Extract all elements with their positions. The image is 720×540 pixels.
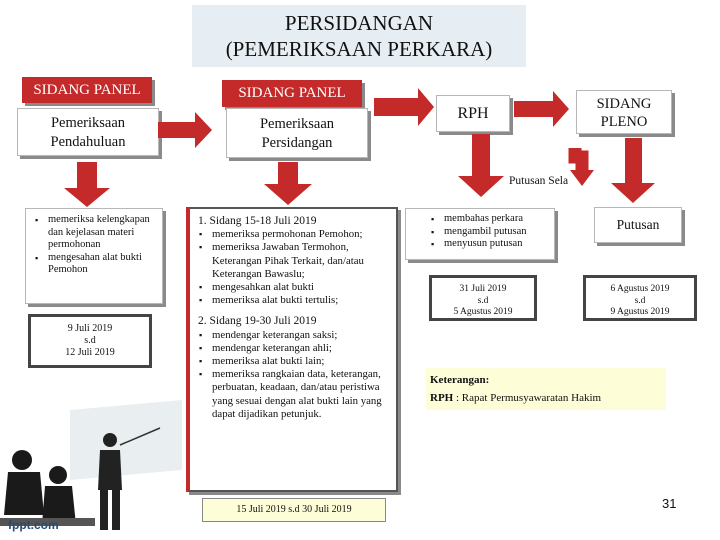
pendahuluan-list: [34, 214, 158, 277]
arrow-rph-to-pleno: [514, 91, 569, 127]
sidang-2-list: [198, 329, 392, 421]
rph-list-box: [405, 208, 555, 260]
sidang-1-list: [198, 228, 392, 307]
arrow-putusan-sela-head: [570, 170, 594, 186]
date-line1: 6 Agustus 2019: [610, 284, 670, 294]
list-item: ▪ membahas perkara: [442, 213, 550, 226]
list-item: ▪ menyusun putusan: [442, 238, 550, 251]
date-line1: 9 Juli 2019: [67, 323, 113, 334]
arrow-down-panel1: [64, 162, 110, 207]
fppt-logo: fppt.com: [8, 518, 59, 532]
list-item: ▪ mendengar keterangan ahli;: [210, 342, 392, 355]
arrow-putusan-sela: [575, 148, 582, 172]
pleno-line1: SIDANG: [596, 96, 652, 112]
putusan-sela-label: Putusan Sela: [509, 175, 569, 187]
arrow-down-pleno: [611, 138, 655, 203]
date-line3: 9 Agustus 2019: [610, 307, 670, 317]
keterangan-title: Keterangan:: [430, 374, 490, 386]
persidangan-detail-box: [186, 207, 398, 492]
rph-card: RPH: [436, 95, 510, 132]
pleno-line2: PLENO: [600, 114, 648, 130]
persidangan-date-box: 15 Juli 2019 s.d 30 Juli 2019: [202, 498, 386, 522]
date-line1: 31 Juli 2019: [459, 284, 507, 294]
putusan-date-box: [583, 275, 697, 321]
list-item: ▪ memeriksa rangkaian data, keterangan, perbuatan, keadaan, dan/atau peristiwa yang sesuai dengan alat bukti lain yang dapat dijadikan petunjuk.: [210, 368, 392, 421]
list-item: ▪ mendengar keterangan saksi;: [210, 329, 392, 342]
keterangan-text: : Rapat Permusyawaratan Hakim: [453, 392, 602, 404]
arrow-down-rph: [458, 134, 504, 197]
sidang-1-title: 1. Sidang 15-18 Juli 2019: [198, 215, 317, 227]
pendahuluan-list-box: [25, 208, 163, 304]
date-line2: s.d: [477, 295, 489, 306]
title-line1: PERSIDANGAN: [284, 11, 434, 35]
putusan-card: Putusan: [594, 207, 682, 243]
pendahuluan-line2: Pendahuluan: [50, 134, 126, 150]
date-line3: 12 Juli 2019: [65, 347, 115, 358]
date-line3: 5 Agustus 2019: [453, 307, 513, 317]
pendahuluan-line1: Pemeriksaan: [50, 115, 126, 131]
keterangan-line: [430, 389, 666, 407]
list-item: ▪ memeriksa Jawaban Termohon, Keterangan Pihak Terkait, dan/atau Keterangan Bawaslu;: [210, 241, 392, 281]
page-number: 31: [662, 496, 677, 511]
list-item: ▪ mengambil putusan: [442, 226, 550, 239]
rph-date-box: [429, 275, 537, 321]
title-line2: (PEMERIKSAAN PERKARA): [225, 37, 493, 61]
sidang-panel-1-header: SIDANG PANEL: [22, 77, 152, 103]
arrow-down-panel2: [264, 162, 312, 205]
projection-screen: [70, 400, 182, 480]
list-item: ▪ memeriksa alat bukti tertulis;: [210, 294, 392, 307]
list-item: ▪ memeriksa alat bukti lain;: [210, 355, 392, 368]
persidangan-line2: Persidangan: [261, 135, 333, 151]
audience-figures: [4, 450, 76, 525]
sidang-2-title: 2. Sidang 19-30 Juli 2019: [198, 315, 317, 328]
arrow-panel1-to-panel2: [158, 112, 212, 148]
persidangan-line1: Pemeriksaan: [259, 116, 335, 132]
list-item: ▪ memeriksa permohonan Pemohon;: [210, 228, 392, 241]
list-item: ▪ mengesahkan alat bukti: [210, 281, 392, 294]
rph-list: [430, 213, 550, 251]
keterangan-abbr: RPH: [430, 392, 454, 404]
sidang-panel-2-header: SIDANG PANEL: [222, 80, 362, 107]
arrow-panel2-to-rph: [374, 88, 434, 126]
date-line2: s.d: [634, 295, 646, 306]
date-line2: s.d: [84, 335, 96, 346]
pendahuluan-date-box: [28, 314, 152, 368]
keterangan-box: [426, 368, 666, 410]
list-item: ▪ memeriksa kelengkapan dan kejelasan materi permohonan: [46, 214, 158, 252]
list-item: ▪ mengesahan alat bukti Pemohon: [46, 252, 158, 277]
